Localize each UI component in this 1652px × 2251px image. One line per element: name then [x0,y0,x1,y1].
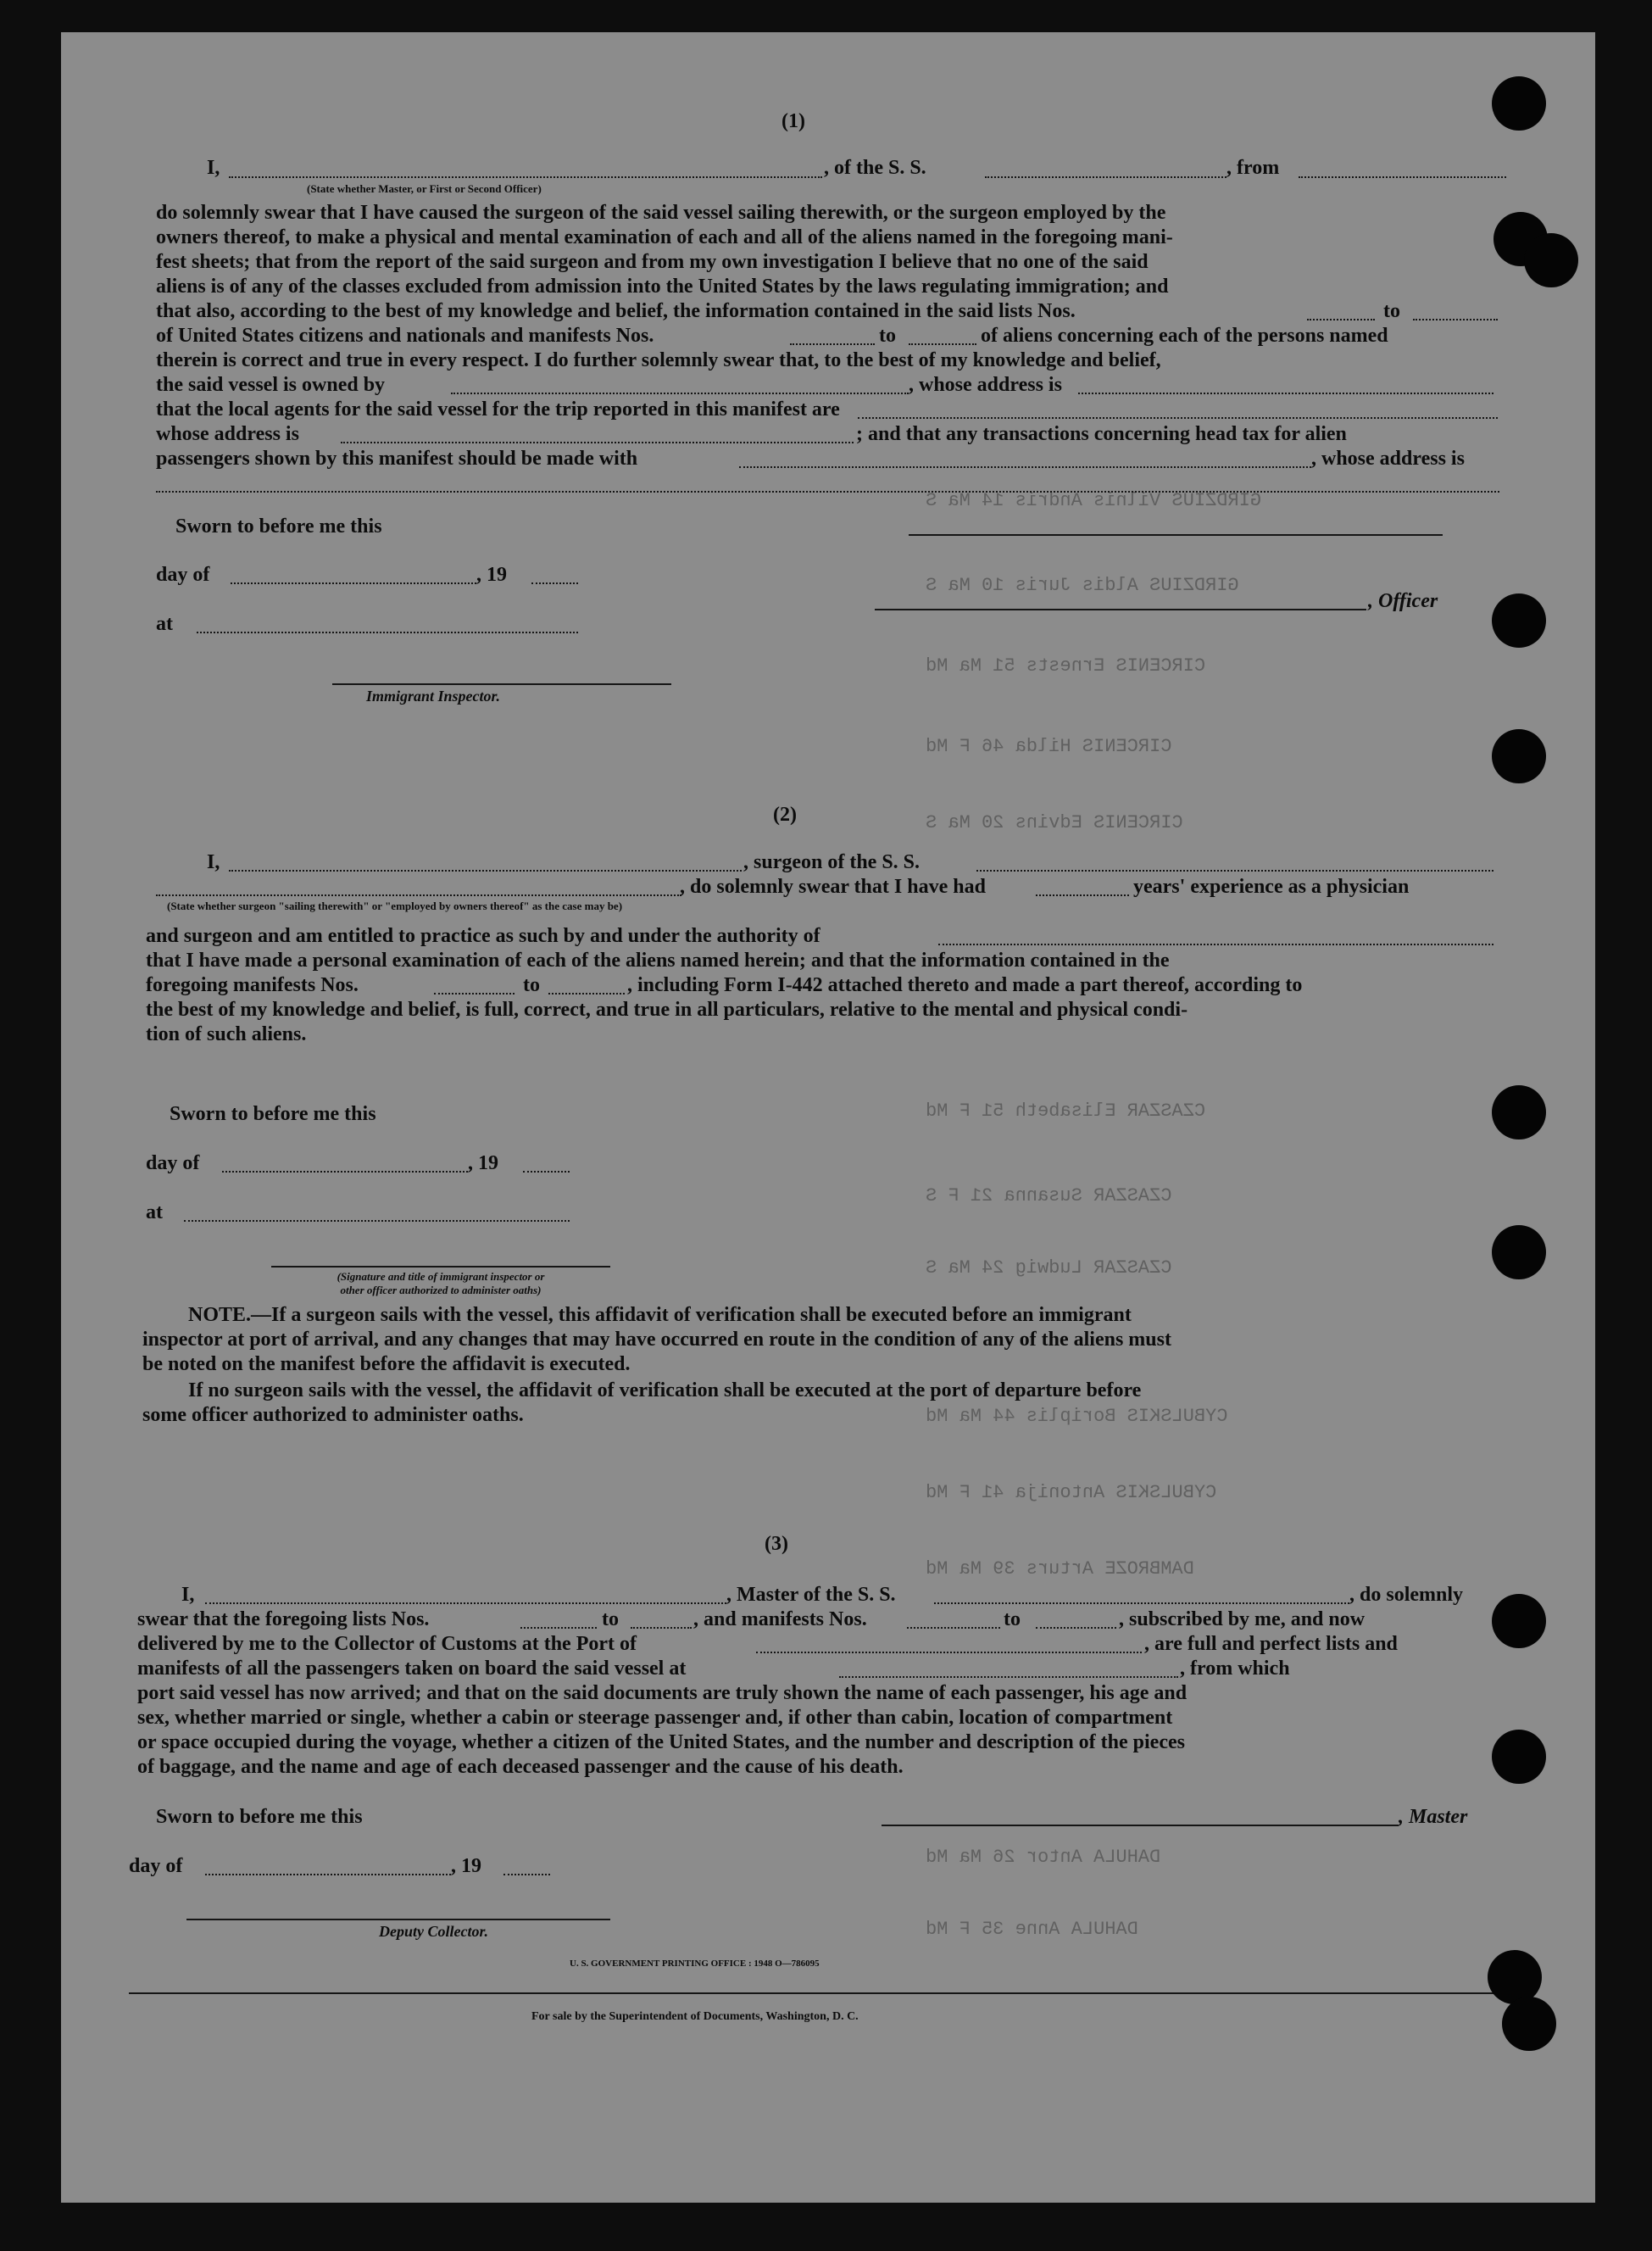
at-place-field[interactable] [197,632,578,633]
year-field[interactable] [531,582,578,584]
note-line: inspector at port of arrival, and any changes that may have occurred en route in the condition of any of the aliens must [142,1329,1171,1351]
binder-hole [1492,593,1546,648]
oath-paragraph-line: aliens is of any of the classes excluded from admission into the United States by the laws regulating immigration; and [156,276,1169,298]
deputy-label: Deputy Collector. [379,1923,488,1940]
surgeon-vessel-field[interactable] [976,870,1493,872]
surgeon-paragraph-line: and surgeon and am entitled to practice as such by and under the authority of [146,925,820,947]
swear-lists-label: swear that the foregoing lists Nos. [137,1608,430,1630]
master-paragraph-line: port said vessel has now arrived; and that on the said documents are truly shown the name of each passenger, his age and [137,1682,1188,1704]
bleed-through-text: GIRDZIUS Aldis Juris 10 Ma S [926,575,1239,596]
surgeon-name-field[interactable] [229,870,742,872]
note-line: If no surgeon sails with the vessel, the affidavit of verification shall be executed at the port of departure before [188,1379,1142,1401]
binder-hole [1492,1730,1546,1784]
signature-caption: (Signature and title of immigrant inspector or [337,1270,545,1283]
day-of-label: day of [146,1152,200,1174]
port-field[interactable] [756,1652,1142,1653]
at-label: at [156,613,173,635]
s3-lists-from-field[interactable] [520,1627,597,1629]
surgeon-paragraph-line: the best of my knowledge and belief, is full, correct, and true in all particulars, relative to the mental and physical condi- [146,999,1188,1021]
i-label: I, [181,1584,195,1606]
year-label: , 19 [476,564,507,586]
s2-manifests-from-field[interactable] [434,993,515,995]
inspector-signature-line[interactable] [332,683,671,685]
oath-paragraph-line: owners thereof, to make a physical and mental examination of each and all of the aliens named in the foregoing mani- [156,226,1173,248]
full-perfect-label: , are full and perfect lists and [1144,1633,1398,1655]
manifests-from-field[interactable] [790,343,875,345]
manifests-to-field[interactable] [909,343,976,345]
head-tax-address-field[interactable] [156,491,1499,493]
inspector-label: Immigrant Inspector. [366,688,501,705]
bleed-through-text: DAHULA Antor 26 Ma Md [926,1847,1161,1868]
binder-hole [1524,233,1578,287]
surgeon-paragraph-line: that I have made a personal examination of each of the aliens named herein; and that the information contained in the [146,950,1170,972]
label-to: to [523,974,540,996]
manifests-all-label: manifests of all the passengers taken on board the said vessel at [137,1658,687,1680]
head-tax-party-field[interactable] [739,466,1311,468]
at-place-field[interactable] [184,1220,570,1222]
s3-manifests-from-field[interactable] [907,1627,1000,1629]
gpo-imprint: U. S. GOVERNMENT PRINTING OFFICE : 1948 O—786095 [570,1958,820,1969]
do-swear-label: , do solemnly swear that I have had [680,876,986,898]
s3-lists-to-field[interactable] [631,1627,692,1629]
deputy-signature-line[interactable] [186,1919,610,1920]
oath-paragraph-line: that the local agents for the said vessel for the trip reported in this manifest are [156,398,840,421]
oath-paragraph-line: of United States citizens and nationals and manifests Nos. [156,325,654,347]
years-field[interactable] [1036,894,1129,896]
oath-paragraph-line: passengers shown by this manifest should be made with [156,448,638,470]
footer-rule [129,1992,1510,1994]
bleed-through-text: CYBULSKIS Antonija 41 F Md [926,1482,1217,1503]
subscribed-label: , subscribed by me, and now [1119,1608,1366,1630]
signature-caption: other officer authorized to administer oaths) [340,1284,542,1296]
owner-field[interactable] [451,393,909,394]
from-which-label: , from which [1180,1658,1290,1680]
bleed-through-text: CZASZAR Susanna 21 F S [926,1185,1172,1206]
binder-hole [1488,1950,1542,2004]
binder-hole [1492,729,1546,783]
field-caption: (State whether surgeon "sailing therewith" or "employed by owners thereof" as the case may be) [167,900,623,912]
master-paragraph-line: of baggage, and the name and age of each deceased passenger and the cause of his death. [137,1756,904,1778]
year-label: , 19 [468,1152,498,1174]
whose-address: , whose address is [1311,448,1465,470]
s3-manifests-to-field[interactable] [1036,1627,1116,1629]
for-sale-note: For sale by the Superintendent of Documents, Washington, D. C. [531,2010,859,2023]
day-field[interactable] [205,1874,451,1875]
year-field[interactable] [503,1874,550,1875]
master-label: , Master [1399,1806,1468,1828]
master-name-field[interactable] [205,1602,726,1604]
bleed-through-text: CZASZAR Ludwig 24 Ma S [926,1257,1172,1279]
delivered-label: delivered by me to the Collector of Customs at the Port of [137,1633,637,1655]
officer-name-field[interactable] [229,176,822,178]
oath-paragraph-line: the said vessel is owned by [156,374,386,396]
sworn-label: Sworn to before me this [170,1103,376,1125]
officer-label: , Officer [1368,590,1438,612]
label-to: to [1383,300,1400,322]
lists-from-field[interactable] [1307,319,1375,320]
binder-hole [1492,1085,1546,1139]
bleed-through-text: CIRCENIS Ernests 51 Ma Md [926,655,1206,677]
official-signature-line[interactable] [271,1266,610,1268]
oath-paragraph-line: whose address is [156,423,299,445]
bleed-through-text: GIRDZIUS Vilnis Andris 14 Ma S [926,490,1262,511]
year-field[interactable] [523,1171,570,1173]
including-text: , including Form I-442 attached thereto and made a part thereof, according to [627,974,1303,996]
note-line: be noted on the manifest before the affidavit is executed. [142,1353,631,1375]
head-tax-text: ; and that any transactions concerning head tax for alien [856,423,1347,445]
bleed-through-text: DAMBROZE Arturs 39 Ma Md [926,1558,1194,1580]
label-to: to [879,325,896,347]
bleed-through-text: CIRCENIS Edvins 20 Ma S [926,812,1183,833]
whose-address: , whose address is [909,374,1062,396]
s2-manifests-to-field[interactable] [548,993,625,995]
master-paragraph-line: or space occupied during the voyage, whether a citizen of the United States, and the number and description of the pieces [137,1731,1185,1753]
authority-field[interactable] [938,944,1493,945]
binder-hole [1492,1225,1546,1279]
master-signature-line[interactable] [882,1825,1399,1826]
manifest-page [61,32,1595,2203]
do-solemnly-label: , do solemnly [1349,1584,1464,1606]
section-number: (2) [773,804,797,826]
section-number: (3) [765,1533,788,1555]
from-port-field[interactable] [1299,176,1506,178]
bleed-through-text: DAHULA Anne 35 F Md [926,1919,1138,1940]
oath-paragraph-line: do solemnly swear that I have caused the surgeon of the said vessel sailing therewith, or the surgeon employed by the [156,202,1166,224]
label-of-ss: , of the S. S. [824,157,926,179]
label-to: to [602,1608,619,1630]
oath-paragraph-line: therein is correct and true in every respect. I do further solemnly swear that, to the best of my knowledge and belief, [156,349,1161,371]
day-field[interactable] [222,1171,468,1173]
local-agents-field[interactable] [858,417,1498,419]
sworn-label: Sworn to before me this [156,1806,363,1828]
day-of-label: day of [156,564,210,586]
officer-title-line[interactable] [875,609,1366,610]
and-manifests-label: , and manifests Nos. [693,1608,867,1630]
i-label: I, [207,157,220,179]
lists-to-field[interactable] [1413,319,1498,320]
oath-paragraph-line: that also, according to the best of my knowledge and belief, the information contained in the said lists Nos. [156,300,1076,322]
master-paragraph-line: sex, whether married or single, whether a cabin or steerage passenger and, if other than cabin, location of compartment [137,1707,1173,1729]
master-vessel-field[interactable] [934,1602,1349,1604]
section-number: (1) [782,110,805,132]
note-line: some officer authorized to administer oaths. [142,1404,524,1426]
bleed-through-text: CYBULSKIS Boriplis 44 Ma Md [926,1406,1228,1427]
boarding-port-field[interactable] [839,1676,1178,1678]
day-field[interactable] [231,582,476,584]
years-exp-label: years' experience as a physician [1133,876,1410,898]
bleed-through-text: CZASZAR Elisabeth 51 F Md [926,1100,1206,1122]
binder-hole [1502,1997,1556,2051]
note-line: NOTE.—If a surgeon sails with the vessel, this affidavit of verification shall be executed before an immigrant [188,1304,1132,1326]
surgeon-of-label: , surgeon of the S. S. [743,851,921,873]
binder-hole [1492,1594,1546,1648]
officer-signature-line[interactable] [909,534,1443,536]
oath-paragraph-line: fest sheets; that from the report of the said surgeon and from my own investigation I believe that no one of the said [156,251,1149,273]
day-of-label: day of [129,1855,183,1877]
label-to: to [1004,1608,1021,1630]
bleed-through-text: CIRCENIS Hilda 46 F Md [926,736,1172,757]
aliens-concerning: of aliens concerning each of the persons named [981,325,1388,347]
label-from: , from [1226,157,1280,179]
surgeon-status-field[interactable] [156,894,681,896]
agents-address-field[interactable] [341,442,854,443]
surgeon-paragraph-line: foregoing manifests Nos. [146,974,359,996]
vessel-name-field[interactable] [985,176,1226,178]
surgeon-paragraph-line: tion of such aliens. [146,1023,307,1045]
field-caption: (State whether Master, or First or Second Officer) [307,182,542,195]
at-label: at [146,1201,163,1223]
sworn-label: Sworn to before me this [175,515,382,538]
year-label: , 19 [451,1855,481,1877]
i-label: I, [207,851,220,873]
master-of-label: , Master of the S. S. [726,1584,896,1606]
owner-address-field[interactable] [1078,393,1493,394]
binder-hole [1492,76,1546,131]
